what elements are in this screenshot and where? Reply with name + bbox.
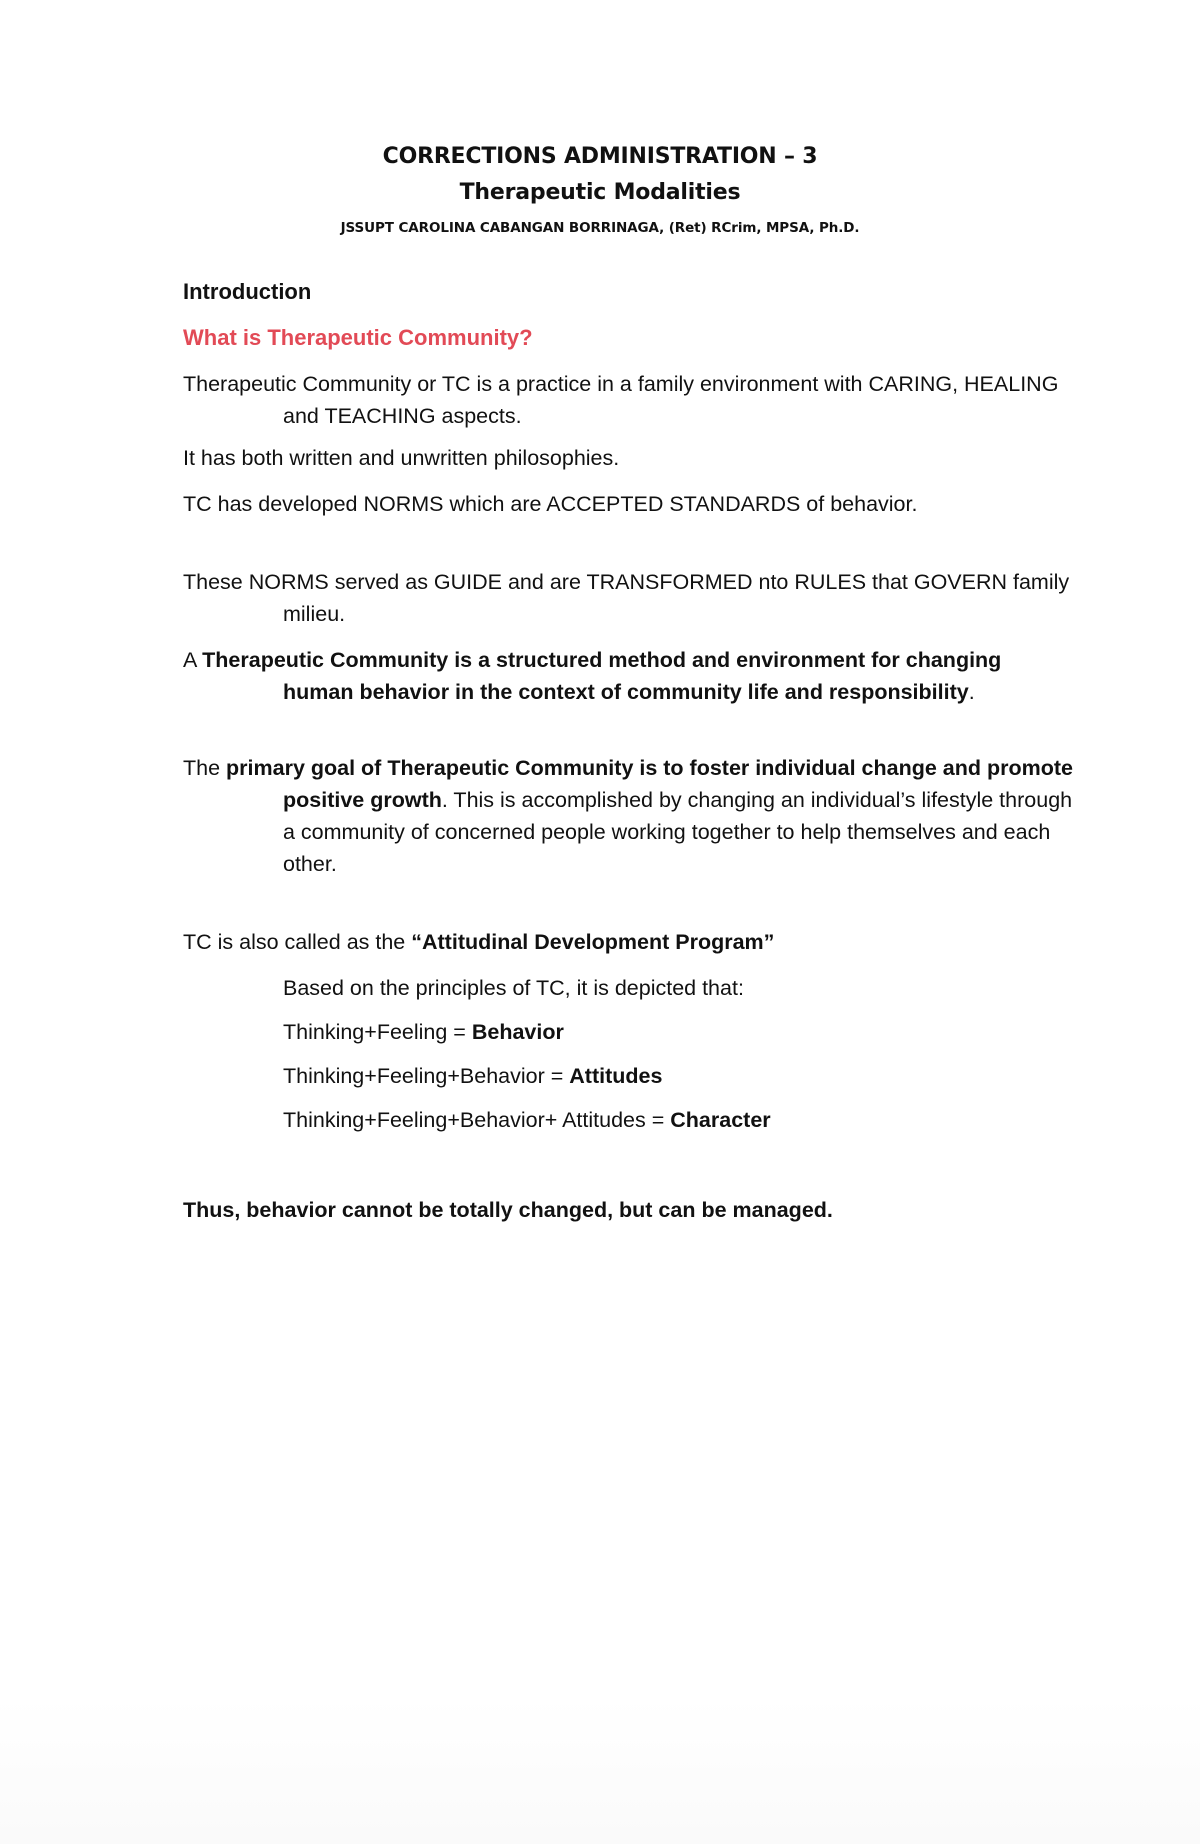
- formula-rhs: Character: [670, 1108, 771, 1132]
- paragraph-rest: . This is accomplished by changing an individual’s lifestyle through a community of concerned people working together to help themselves and each other.: [283, 788, 1073, 876]
- principles-intro: Based on the principles of TC, it is depicted that:: [283, 976, 744, 1000]
- paragraph-bold: primary goal of Therapeutic Community is to foster individual change and promote positive growth: [226, 756, 1074, 812]
- formula-lhs: Thinking+Feeling =: [283, 1020, 472, 1044]
- paragraph-philosophies: It has both written and unwritten philosophies.: [183, 446, 620, 470]
- formula-rhs: Attitudes: [569, 1064, 663, 1088]
- formula-rhs: Behavior: [471, 1020, 564, 1044]
- paragraph-bold: Therapeutic Community is a structured method and environment for changing human behavior in the context of community life and responsibility: [202, 648, 1002, 704]
- author-line: JSSUPT CAROLINA CABANGAN BORRINAGA, (Ret) RCrim, MPSA, Ph.D.: [340, 220, 860, 236]
- paragraph-bold: “Attitudinal Development Program”: [411, 930, 775, 954]
- formula-character: [283, 1104, 1073, 1136]
- paragraph-rules: These NORMS served as GUIDE and are TRANSFORMED nto RULES that GOVERN family milieu.: [183, 570, 1070, 626]
- formula-lhs: Thinking+Feeling+Behavior+ Attitudes =: [283, 1108, 671, 1132]
- section-heading: Introduction: [183, 279, 312, 304]
- formula-lhs: Thinking+Feeling+Behavior =: [283, 1064, 570, 1088]
- formula-behavior: [283, 1016, 1073, 1048]
- formula-attitudes: [283, 1060, 1073, 1092]
- paragraph-definition: Therapeutic Community or TC is a practice in a family environment with CARING, HEALING and TEACHING aspects.: [183, 372, 1059, 428]
- paragraph-lead: A: [183, 648, 203, 672]
- document-title: CORRECTIONS ADMINISTRATION – 3: [382, 144, 818, 169]
- paragraph-end: .: [968, 680, 975, 704]
- document-subtitle: Therapeutic Modalities: [459, 180, 741, 205]
- paragraph-lead: TC is also called as the: [183, 930, 412, 954]
- paragraph-lead: The: [183, 756, 227, 780]
- question-heading: What is Therapeutic Community?: [183, 325, 533, 350]
- paragraph-primary-goal: [183, 752, 1073, 880]
- paragraph-structured-method: [183, 644, 1073, 708]
- paragraph-norms: TC has developed NORMS which are ACCEPTED STANDARDS of behavior.: [183, 492, 918, 516]
- paragraph-also-called: [183, 926, 1073, 958]
- conclusion: Thus, behavior cannot be totally changed, but can be managed.: [183, 1198, 833, 1222]
